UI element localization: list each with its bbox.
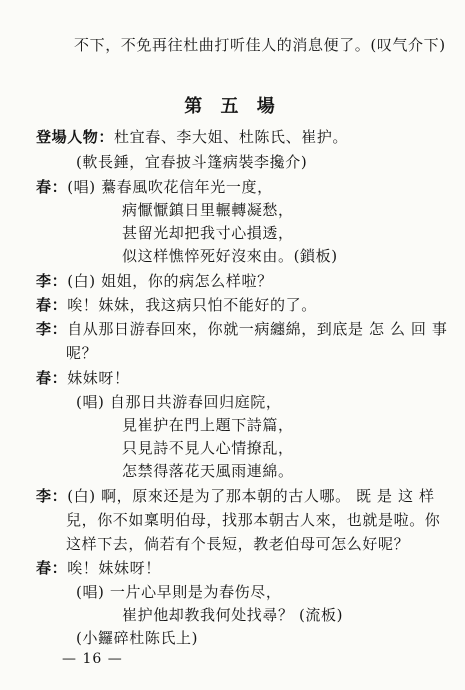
dialogue-line [36,485,435,507]
line-text: 妹妹呀！ [67,369,130,387]
continuation-line: 这样下去，倘若有个長短，教老伯母可怎么好呢？ [66,535,410,553]
verse-line: 崔护他却教我何处找尋？ (流板) [122,606,344,624]
dialogue-line [36,557,161,579]
line-text: 唉！妹妹呀！ [67,559,161,577]
speaker-label: 李： [36,272,68,290]
dialogue-line [36,270,273,292]
sung-line: (唱) 自那日共游春回归庭院， [76,393,282,411]
verse-line: 似这样憔悴死好沒來由。(鎖板) [122,247,338,265]
dialogue-line [36,367,130,389]
act-title: 第 五 場 [184,96,281,117]
cast-line [36,126,348,148]
verse-line: 見崔护在門上題下詩篇， [122,416,294,434]
speaker-label: 春： [36,178,68,196]
continuation-line: 呢？ [66,344,98,362]
stage-direction-open: (軟長錘，宜春披斗篷病裝李攙介) [76,153,308,171]
line-text: 唉！妹妹，我这病只怕不能好的了。 [67,296,317,314]
sung-line: (唱) 一片心早則是为春伤尽， [76,583,282,601]
line-text: (白) 啊，原來还是为了那本朝的古人哪。 既 是 这 样 [67,487,435,505]
continuation-line: 兒，你不如稟明伯母，找那本朝古人來，也就是啦。你 [66,511,441,529]
verse-line: 只見詩不見人心情撩乱， [122,439,294,457]
verse-line: 病懨懨鎮日里輾轉凝愁， [122,201,294,219]
speaker-label: 李： [36,320,68,338]
dialogue-line [36,318,447,340]
dialogue-line [36,176,273,198]
speaker-label: 春： [36,369,68,387]
stage-direction: (小鑼碎杜陈氏上) [76,629,199,647]
speaker-label: 春： [36,296,68,314]
line-text: (白) 姐姐，你的病怎么样啦？ [67,272,273,290]
verse-line: 甚留光却把我寸心損透， [122,224,294,242]
speaker-label: 春： [36,559,68,577]
verse-line: 怎禁得落花天風雨連綿。 [122,462,294,480]
cast-label: 登場人物： [36,128,115,146]
page-number: — 16 — [62,651,123,667]
cast-names: 杜宜春、李大姐、杜陈氏、崔护。 [114,128,349,146]
speaker-label: 李： [36,487,68,505]
line-text: (唱) 驀春風吹花信年光一度， [67,178,273,196]
dialogue-line [36,294,317,316]
line-text: 自从那日游春回來，你就一病纏綿，到底是 怎 么 回 事 [67,320,448,338]
top-line: 不下，不免再往杜曲打听佳人的消息便了。(叹气介下) [74,36,446,54]
